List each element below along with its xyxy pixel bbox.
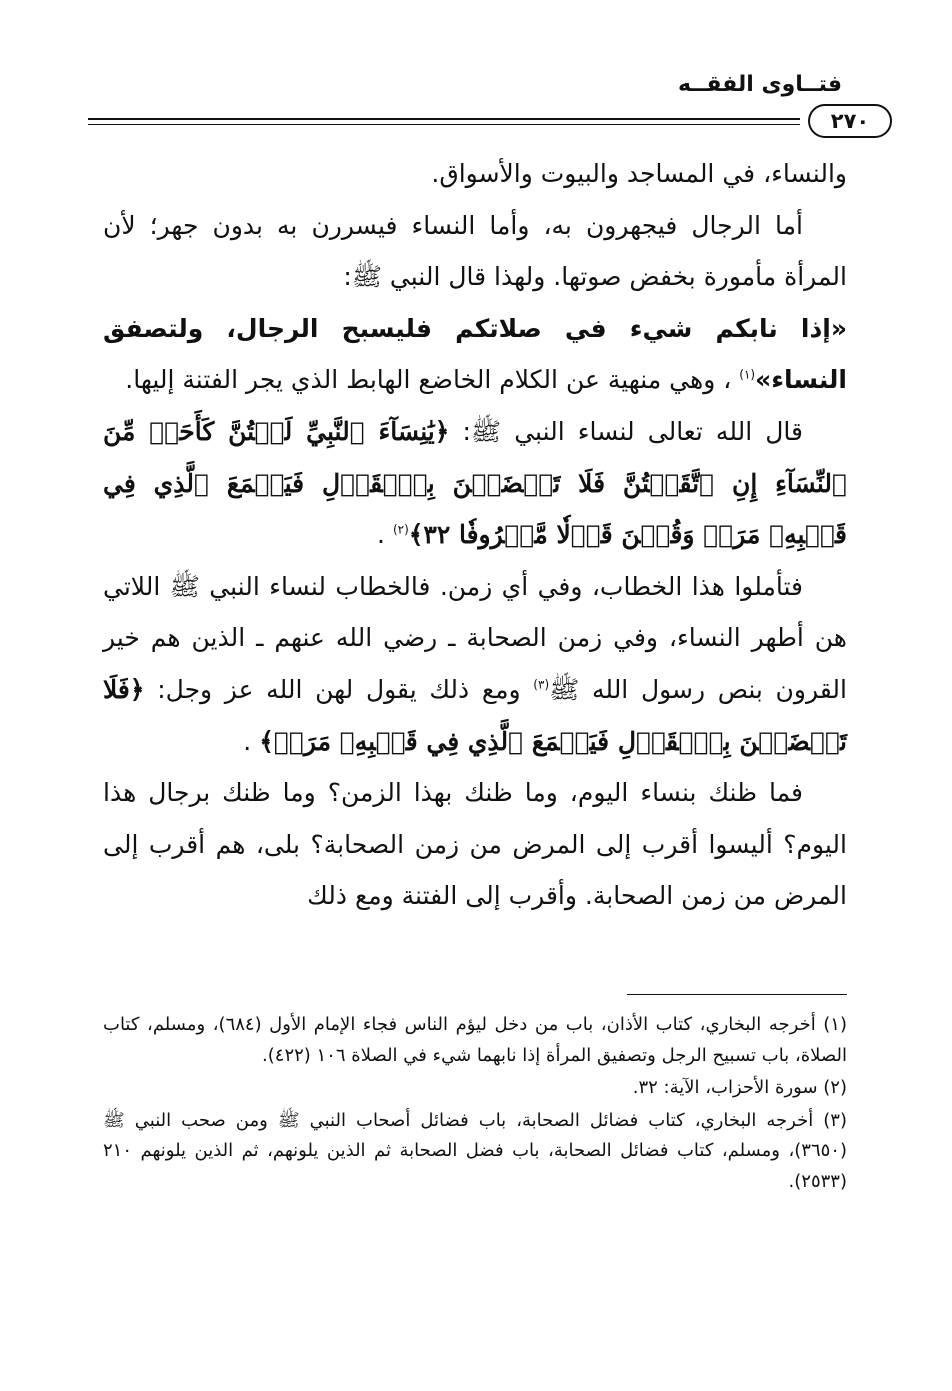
footnote-separator	[627, 994, 847, 995]
footnote-3: (٣) أخرجه البخاري، كتاب فضائل الصحابة، باب فضائل أصحاب النبي ﷺ ومن صحب النبي ﷺ (٣٦٥٠)، ومسلم، كتاب فضائل الصحابة، باب فضل الصحابة ثم الذين يلونهم، ثم الذين يلونهم ٢١٠ (٢٥٣٣).	[103, 1109, 847, 1192]
paragraph-6: فما ظنك بنساء اليوم، وما ظنك بهذا الزمن؟ وما ظنك برجال هذا اليوم؟ أليسوا أقرب إلى المرض من زمن الصحابة؟ بلى، هم أقرب إلى المرض من زمن الصحابة. وأقرب إلى الفتنة ومع ذلك	[103, 778, 847, 911]
quran-verse-1: يَٰنِسَآءَ ٱلنَّبِيِّ لَسۡتُنَّ كَأَحَدٖ مِّنَ ٱلنِّسَآءِ إِنِ ٱتَّقَيۡتُنَّ فَلَا تَخۡضَعۡنَ بِٱلۡقَوۡلِ فَيَطۡمَعَ ٱلَّذِي فِي قَلۡبِهِۦ مَرَضٞ وَقُلۡنَ قَوۡلٗا مَّعۡرُوفٗا ٣٢	[103, 416, 847, 550]
paragraph-4-end: .	[377, 520, 385, 550]
footnote-ref-3: (٣)	[533, 677, 550, 692]
footnote-ref-2: (٢)	[392, 522, 409, 537]
ornate-bracket-close: ﴾	[259, 726, 274, 756]
paragraph-5-end: .	[243, 726, 252, 756]
page-number: ٢٧٠	[808, 104, 892, 138]
ornate-bracket-close: ﴾	[408, 520, 424, 550]
header-rule-bottom	[88, 124, 800, 125]
running-title: فتــاوى الفقــه	[677, 72, 842, 97]
paragraph-3-rest: ، وهي منهية عن الكلام الخاضع الهابط الذي يجر الفتنة إليها.	[125, 365, 732, 395]
footnote-2: (٢) سورة الأحزاب، الآية: ٣٢.	[632, 1077, 847, 1098]
paragraph-5	[103, 561, 847, 767]
hadith-quote: «إذا نابكم شيء في صلاتكم فليسبح الرجال، ولتصفق النساء»	[103, 313, 847, 395]
ayah-intro: قال الله تعالى لنساء النبي ﷺ:	[462, 416, 803, 446]
paragraph-5-text: فتأملوا هذا الخطاب، وفي أي زمن. فالخطاب لنساء النبي ﷺ اللاتي هن أطهر النساء، وفي زمن الصحابة ـ رضي الله عنهم ـ الذين هم خير القرون بنص رسول الله ﷺ	[103, 571, 847, 704]
paragraph-2: أما الرجال فيجهرون به، وأما النساء فيسررن به بدون جهر؛ لأن المرأة مأمورة بخفض صوتها. ولهذا قال النبي ﷺ:	[103, 210, 847, 292]
paragraph-3	[103, 303, 847, 406]
footnotes	[103, 1010, 847, 1199]
footnote-ref-1: (١)	[739, 368, 756, 383]
paragraph-5-text-b: ومع ذلك يقول لهن الله عز وجل:	[157, 674, 521, 704]
paragraph-1: والنساء، في المساجد والبيوت والأسواق.	[431, 159, 847, 188]
header-rule-top	[88, 118, 800, 120]
paragraph-4	[103, 406, 847, 561]
main-text	[103, 148, 847, 922]
footnote-1: (١) أخرجه البخاري، كتاب الأذان، باب من دخل ليؤم الناس فجاء الإمام الأول (٦٨٤)، ومسلم، كتاب الصلاة، باب تسبيح الرجل وتصفيق المرأة إذا نابهما شيء في الصلاة ١٠٦ (٤٢٢).	[103, 1014, 847, 1066]
ornate-bracket-open: ﴿	[129, 674, 145, 704]
quran-verse-2: فَلَا تَخۡضَعۡنَ بِٱلۡقَوۡلِ فَيَطۡمَعَ ٱلَّذِي فِي قَلۡبِهِۦ مَرَضٞ	[103, 674, 847, 756]
ornate-bracket-open: ﴿	[434, 416, 450, 446]
